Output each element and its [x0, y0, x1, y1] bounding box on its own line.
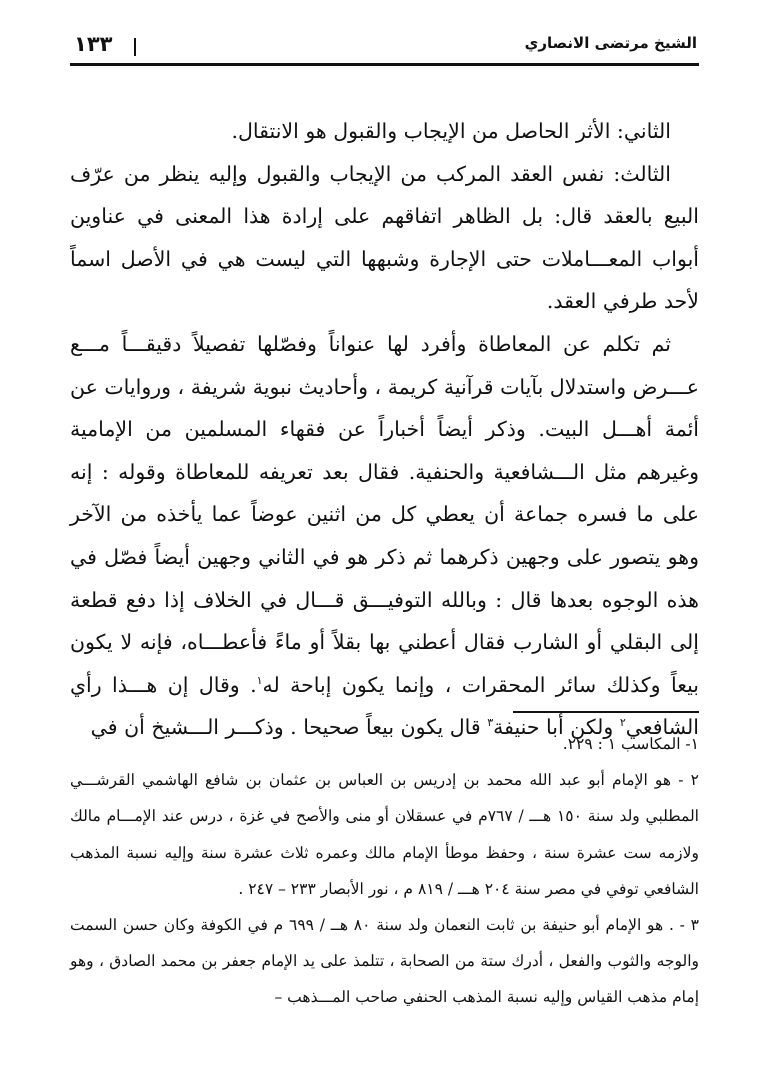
paragraph-3-text-c: ولكن أبا حنيفة: [493, 715, 620, 740]
paragraph-3-text-a: ثم تكلم عن المعاطاة وأفرد لها عنواناً وفصّلها تفصيلاً دقيقـــاً مـــع عـــرض واستدلال بآيات قرآنية كريمة ، وأحاديث نبوية شريفة ، وروايات عن أئمة أهـــل البيت. وذكر أيضاً أخباراً عن فقهاء المسلمين من الإمامية وغيرهم مثل الـــشافعية والحنفية. فقال بعد تعريفه للمعاطاة وقوله : إنه على ما فسره جماعة أن يعطي كل من اثنين عوضاً عما يأخذه من الآخر وهو يتصور على وجهين ذكرهما ثم ذكر هو في الثاني وجهين أيضاً فصّل في هذه الوجوه بعدها قال : وبالله التوفيـــق قـــال في الخلاف إذا دفع قطعة إلى البقلي أو الشارب فقال أعطني بها بقلاً أو ماءً فأعطـــاه، فإنه لا يكون بيعاً وكذلك سائر المحقرات ، وإنما يكون إباحة له: [70, 331, 699, 697]
paragraph-3-text-d: قال يكون بيعاً صحيحا . وذكـــر الـــشيخ أن في: [90, 715, 488, 740]
footnote-2: ٢ - هو الإمام أبو عبد الله محمد بن إدريس بن العباس بن عثمان بن شافع الهاشمي القرشـــي المطلبي ولد سنة ١٥٠ هـــ / ٧٦٧م في عسقلان أو منى والأصح في غزة ، درس عند الإمـــام مالك ولازمه ست عشرة سنة ، وحفظ موطأ الإمام مالك وعمره ثلاث عشرة سنة وإليه نسبة المذهب الشافعي توفي في مصر سنة ٢٠٤ هـــ / ٨١٩ م ، نور الأبصار ٢٣٣ – ٢٤٧ .: [70, 771, 699, 898]
footnotes: [70, 726, 699, 1016]
running-header: [70, 32, 699, 62]
paragraph-3-text-b: . وقال إن هـــذا رأي الشافعي: [70, 672, 699, 740]
paragraph-1: الثاني: الأثر الحاصل من الإيجاب والقبول هو الانتقال.: [231, 119, 671, 143]
paragraph-2: الثالث: نفس العقد المركب من الإيجاب والقبول وإليه ينظر من عرّف البيع بالعقد قال: بل الظاهر اتفاقهم على إرادة هذا المعنى في عناوين أبواب المعـــاملات حتى الإجارة وشبهها التي ليست هي في الأصل اسماً لأحد طرفي العقد.: [70, 161, 699, 314]
footnote-ref-3: ٣: [487, 716, 494, 730]
footnote-ref-1: ١: [256, 673, 263, 687]
footnote-1: ١- المكاسب ١ : ٢٢٩.: [562, 735, 699, 753]
header-rule: [70, 63, 699, 66]
footnote-ref-2: ٢: [619, 716, 626, 730]
footnote-separator: [513, 711, 699, 713]
footnote-3: ٣ - . هو الإمام أبو حنيفة بن ثابت النعمان ولد سنة ٨٠ هــ / ٦٩٩ م في الكوفة وكان حسن السمت والوجه والثوب والفعل ، أدرك ستة من الصحابة ، تتلمذ على يد الإمام جعفر بن محمد الصادق ، وهو إمام مذهب القياس وإليه نسبة المذهب الحنفي صاحب المـــذهب –: [70, 916, 699, 1007]
paragraph-3: [70, 323, 699, 749]
book-title: الشيخ مرتضى الانصاري: [524, 34, 697, 52]
page-number: ١٣٣: [74, 32, 113, 56]
main-text: [70, 110, 699, 749]
header-tick-mark: [134, 38, 136, 56]
